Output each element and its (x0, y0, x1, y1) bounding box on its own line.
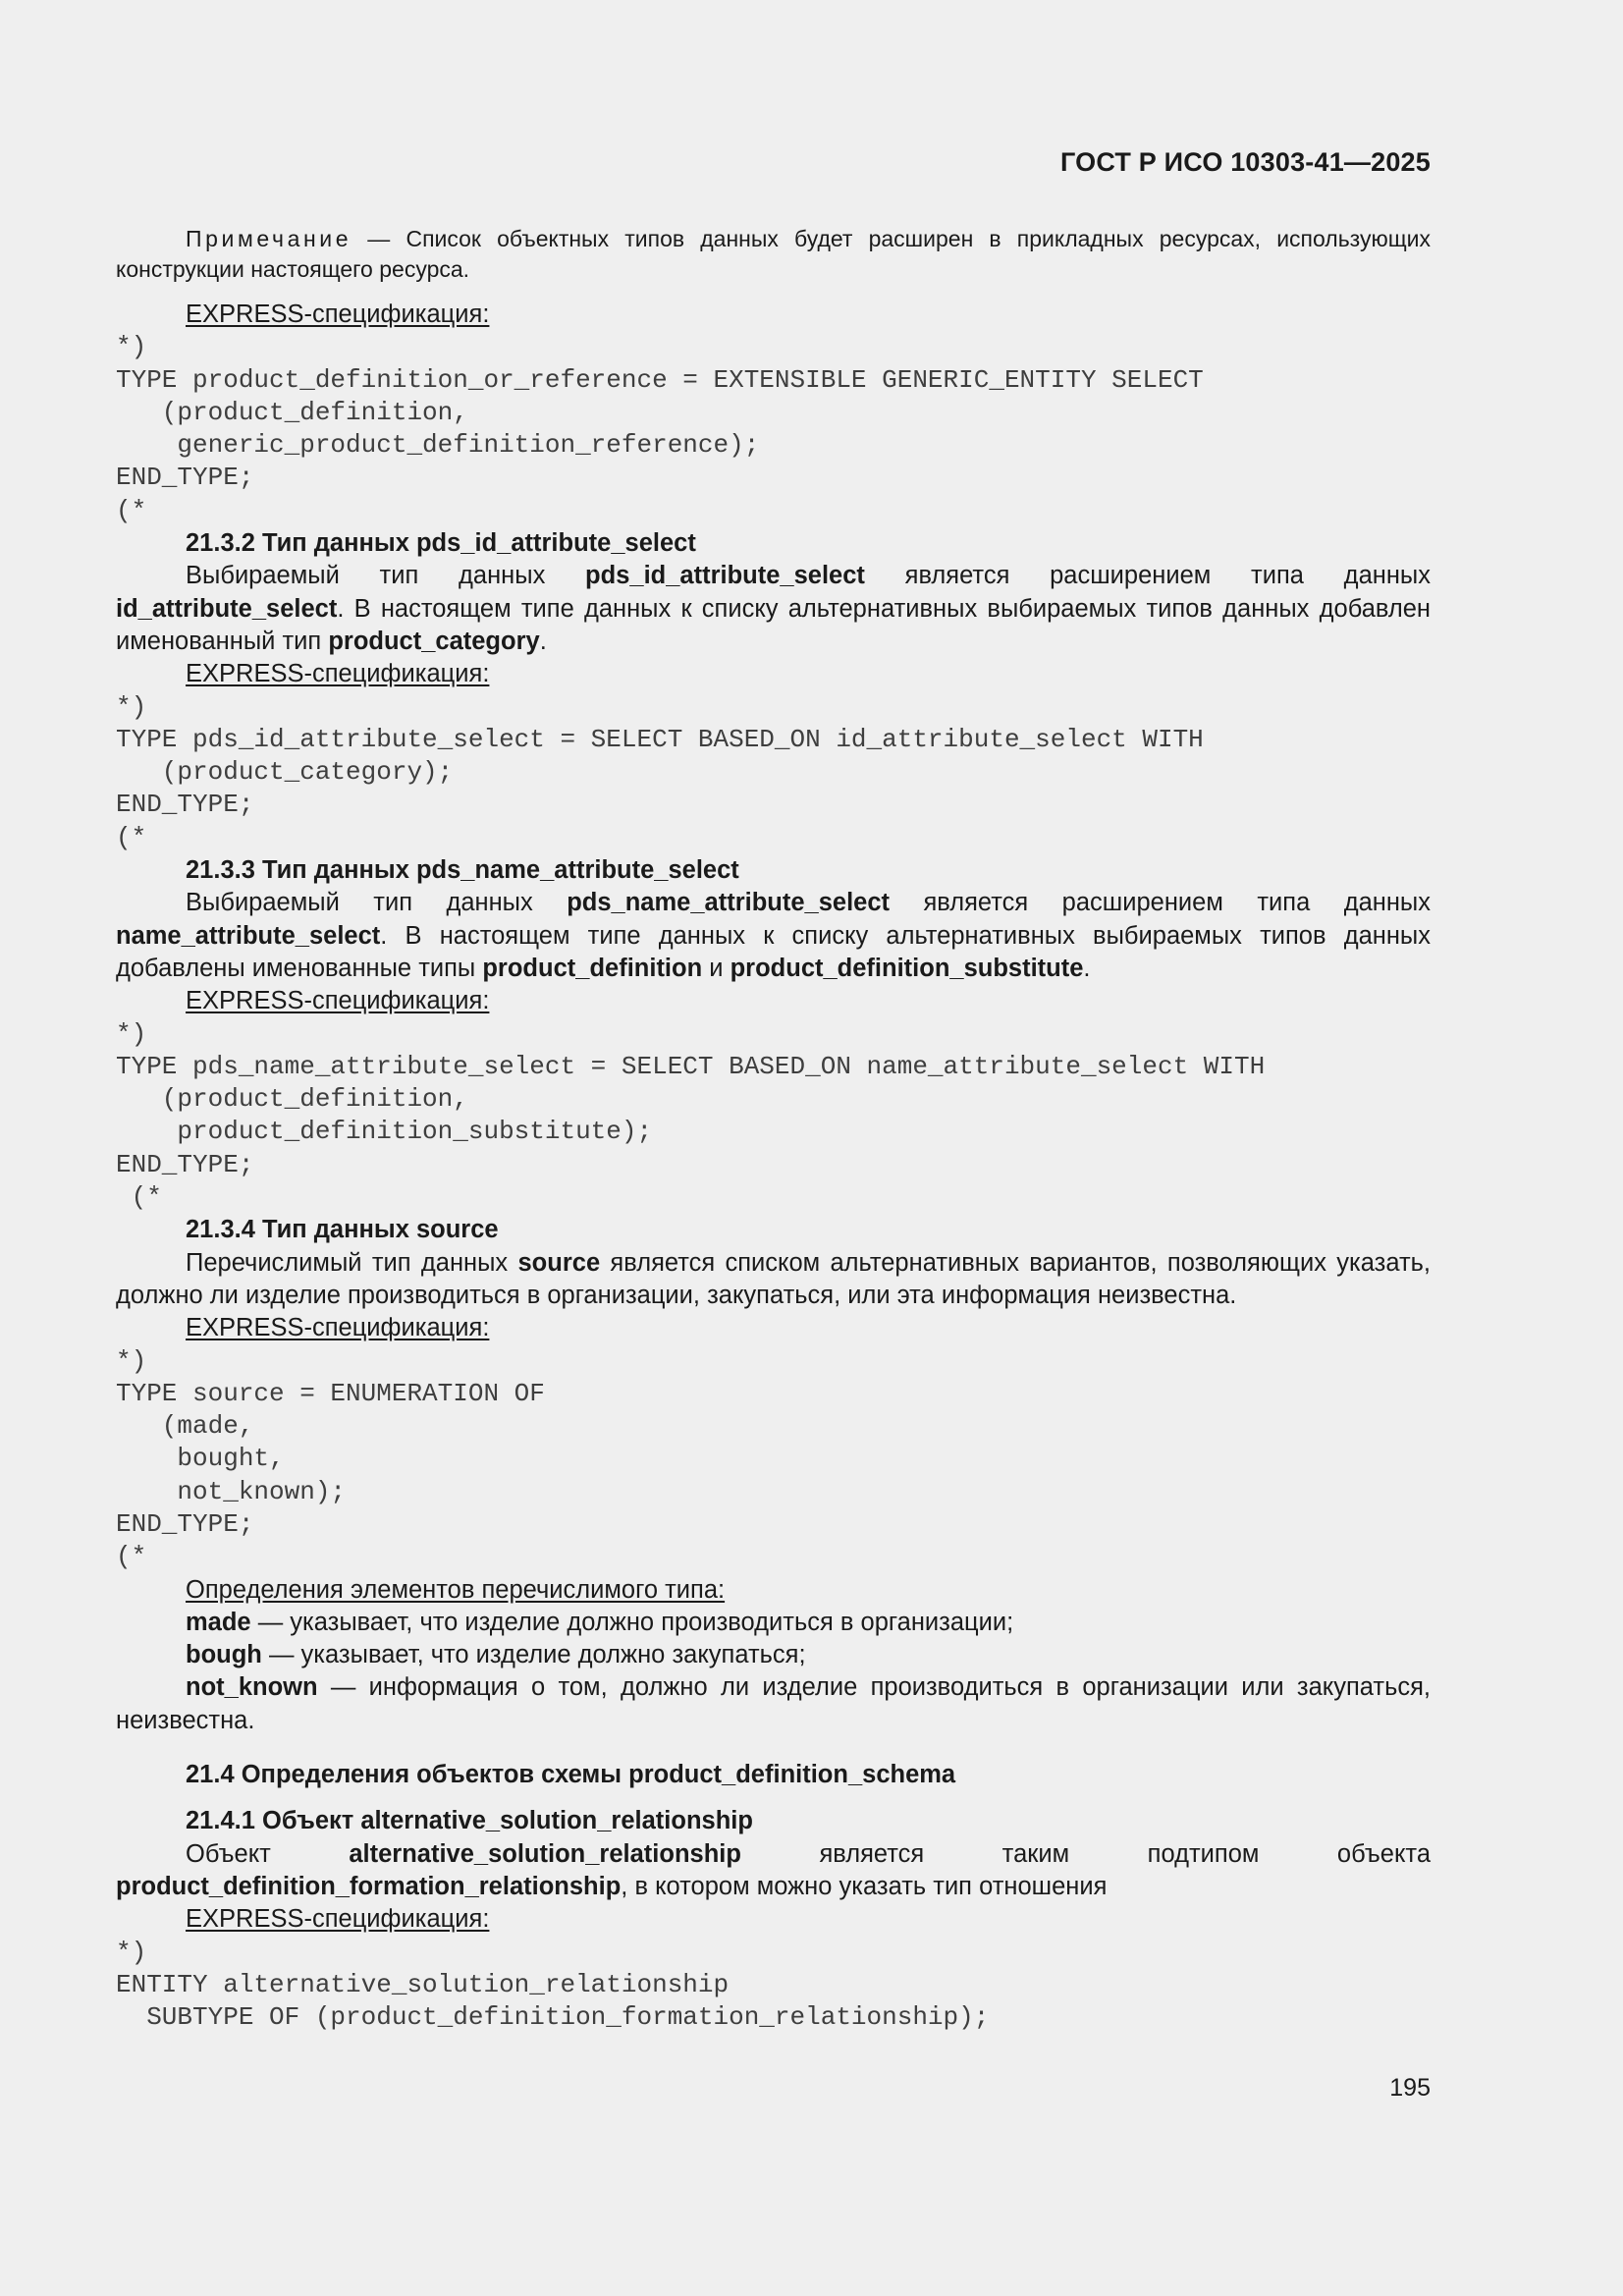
document-header: ГОСТ Р ИСО 10303-41—2025 (1060, 147, 1431, 177)
section-heading-21-3-3: 21.3.3 Тип данных pds_name_attribute_select (186, 856, 739, 885)
express-label: EXPRESS-спецификация: (186, 660, 490, 688)
enum-definitions-label: Определения элементов перечислимого типа: (186, 1575, 726, 1604)
section-heading-21-3-2: 21.3.2 Тип данных pds_id_attribute_select (186, 529, 696, 558)
express-label: EXPRESS-спецификация: (186, 1905, 490, 1934)
code-block-product-definition-or-reference: *) TYPE product_definition_or_reference = EXTENSIBLE GENERIC_ENTITY SELECT (product_definition, generic_product_definition_reference); END_TYPE; (* (116, 332, 1204, 525)
enum-definition-not-known: not_known — информация о том, должно ли изделие производиться в организации или закупаться, неизвестна. (116, 1673, 1431, 1734)
code-block-alternative-solution-relationship: *) ENTITY alternative_solution_relationship SUBTYPE OF (product_definition_formation_relationship); (116, 1937, 990, 2033)
express-label: EXPRESS-спецификация: (186, 987, 490, 1015)
page-number: 195 (1389, 2074, 1431, 2102)
paragraph-21-4-1: Объект alternative_solution_relationship является таким подтипом объекта product_definition_formation_relationship, в котором можно указать тип отношения (116, 1839, 1432, 1900)
code-block-pds-id-attribute-select: *) TYPE pds_id_attribute_select = SELECT BASED_ON id_attribute_select WITH (product_category); END_TYPE; (* (116, 691, 1204, 852)
code-block-pds-name-attribute-select: *) TYPE pds_name_attribute_select = SELECT BASED_ON name_attribute_select WITH (product_definition, product_definition_substitute); END_TYPE; (* (116, 1018, 1266, 1213)
note-label: Примечание (186, 226, 352, 251)
section-heading-21-3-4: 21.3.4 Тип данных source (186, 1216, 499, 1244)
enum-definition-bough: bough — указывает, что изделие должно закупаться; (186, 1641, 806, 1669)
enum-definition-made: made — указывает, что изделие должно производиться в организации; (186, 1608, 1014, 1636)
page-content (116, 224, 1431, 2034)
note-text: — Список объектных типов данных будет расширен в прикладных ресурсах, использующих конструкции настоящего ресурса. (116, 226, 1431, 282)
section-heading-21-4-1: 21.4.1 Объект alternative_solution_relationship (186, 1807, 753, 1835)
paragraph-21-3-4: Перечислимый тип данных source является списком альтернативных вариантов, позволяющих указать, должно ли изделие производиться в организации, закупаться, или эта информация неизвестна. (116, 1248, 1431, 1309)
note-paragraph (116, 224, 1431, 285)
express-label: EXPRESS-спецификация: (186, 1314, 490, 1342)
express-label: EXPRESS-спецификация: (186, 301, 490, 328)
paragraph-21-3-2: Выбираемый тип данных pds_id_attribute_select является расширением типа данных id_attribute_select. В настоящем типе данных к списку альтернативных выбираемых типов данных добавлен именованный тип product_category. (116, 562, 1431, 655)
section-heading-21-4: 21.4 Определения объектов схемы product_definition_schema (186, 1761, 956, 1789)
code-block-source: *) TYPE source = ENUMERATION OF (made, bought, not_known); END_TYPE; (* (116, 1345, 545, 1572)
paragraph-21-3-3: Выбираемый тип данных pds_name_attribute_select является расширением типа данных name_attribute_select. В настоящем типе данных к списку альтернативных выбираемых типов данных добавлены именованные типы product_definition и product_definition_substitute. (116, 889, 1431, 982)
